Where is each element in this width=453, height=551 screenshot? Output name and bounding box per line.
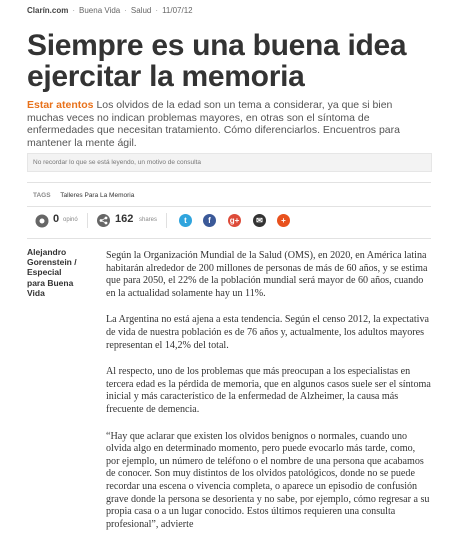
comment-icon[interactable]: [35, 214, 49, 228]
body-paragraph: La Argentina no está ajena a esta tendencia. Según el censo 2012, la expectativa de vida de nuestra población es de 76 años y, actualmente, los adultos mayores representan el 14,2% del total.: [106, 314, 429, 351]
body-paragraph: Al respecto, uno de los problemas que más preocupan a los especialistas en tercera edad es la pérdida de memoria, que en algunos casos suele ser el síntoma inicial y más característico de la enfermedad de Alzheimer, la causa más frecuente de demencia.: [106, 366, 431, 415]
breadcrumb-site[interactable]: Clarín.com: [27, 6, 69, 15]
share-icon[interactable]: [97, 214, 110, 227]
breadcrumb-subsection[interactable]: Salud: [130, 6, 152, 15]
body-paragraph: “Hay que aclarar que existen los olvidos benignos o normales, cuando uno olvida algo en determinado momento, pero puede evocarlo más tarde, como, por ejemplo, un número de teléfono o el nombre de una persona que acabamos de conocer. Son muy distintos de los olvidos patológicos, donde no se puede recordar una escena o vivencia completa, o aparece un episodio de confusión grave donde la persona se desorienta y no sabe, por ejemplo, cómo regresar a su propia casa o a un lugar conocido. Estos últimos requieren una consulta profesional”, advierte: [106, 430, 430, 530]
article-summary: [27, 99, 432, 149]
publish-date: 11/07/12: [162, 6, 193, 15]
google-plus-icon[interactable]: g+: [229, 216, 240, 225]
divider: [27, 238, 431, 239]
facebook-icon[interactable]: f: [203, 214, 216, 227]
divider: [87, 213, 88, 228]
tag-link[interactable]: Talleres Para La Memoria: [60, 192, 135, 199]
author-byline: Alejandro Gorenstein / Especial para Buena Vida: [27, 247, 77, 298]
tags-row: [33, 192, 134, 199]
breadcrumb: [27, 6, 193, 15]
image-caption: No recordar lo que se está leyendo, un motivo de consulta: [27, 153, 432, 172]
tags-label: TAGS: [33, 192, 51, 199]
divider: [27, 182, 431, 183]
shares-count: 162: [115, 213, 134, 225]
more-share-icon[interactable]: +: [277, 214, 290, 227]
divider: [27, 206, 431, 207]
email-icon[interactable]: ✉: [253, 214, 266, 227]
comments-count: 0: [53, 213, 60, 225]
breadcrumb-section[interactable]: Buena Vida: [79, 6, 121, 15]
divider: [166, 213, 167, 228]
comments-label: opinó: [63, 217, 78, 223]
social-bar: [27, 211, 431, 233]
twitter-icon[interactable]: t: [179, 214, 192, 227]
breadcrumb-separator: ·: [155, 6, 159, 15]
shares-label: shares: [139, 217, 158, 223]
breadcrumb-separator: ·: [124, 6, 127, 15]
article-headline: Siempre es una buena idea ejercitar la memoria: [27, 29, 407, 93]
article-body: [106, 250, 431, 545]
body-paragraph: Según la Organización Mundial de la Salud (OMS), en 2020, en América latina habitarán alrededor de 200 millones de personas de más de 60 años, y se estima que para 2050, el 22% de la población mundial será mayor de 60 años, cuando en la actualidad solamente hay un 11%.: [106, 250, 428, 299]
breadcrumb-separator: ·: [72, 6, 76, 15]
summary-lead: Estar atentos: [27, 99, 94, 111]
summary-text: Los olvidos de la edad son un tema a considerar, ya que si bien muchas veces no indican problemas mayores, en otras son el síntoma de enfermedades que necesitan tratamiento. Cómo diferenciarlos. Encuentros para mantener la mente ágil.: [27, 99, 400, 149]
